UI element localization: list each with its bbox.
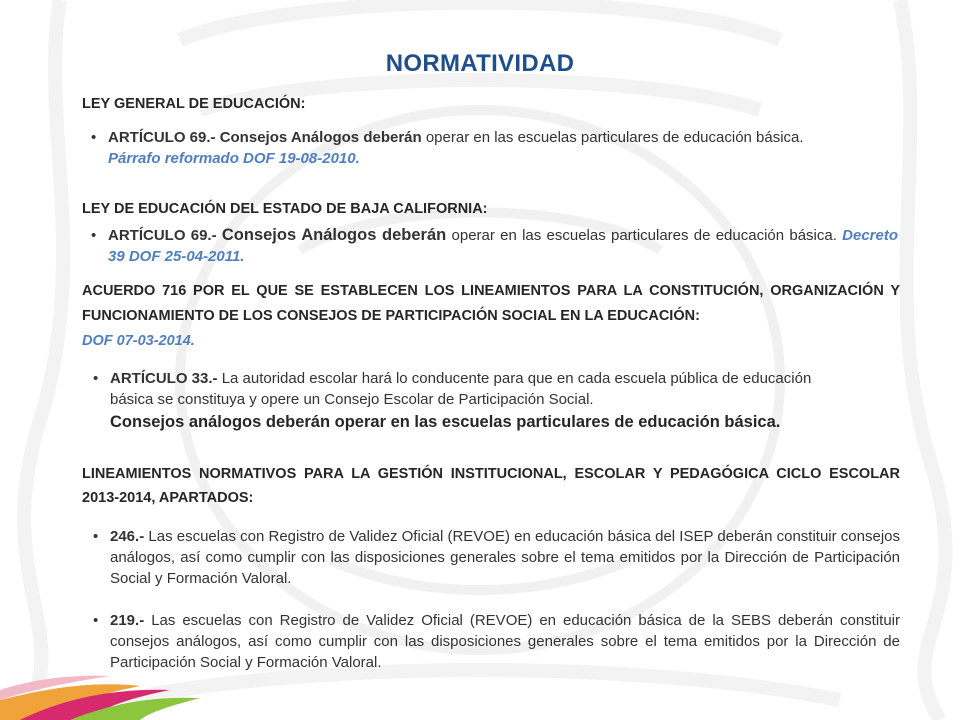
bullet-glyph: • bbox=[91, 129, 97, 146]
article-text: La autoridad escolar hará lo conducente para que en cada escuela pública de educación básica se constituya y opere un Consejo Escolar de Participación Social. bbox=[110, 370, 812, 408]
page-title: NORMATIVIDAD bbox=[385, 50, 575, 77]
article-note: Párrafo reformado DOF 19-08-2010. bbox=[108, 150, 360, 167]
article-bold-phrase: Consejos Análogos deberán bbox=[219, 129, 422, 146]
heading-ley-bc: LEY DE EDUCACIÓN DEL ESTADO DE BAJA CALIFORNIA: bbox=[82, 201, 488, 217]
article-lead: ARTÍCULO 33.- bbox=[110, 370, 218, 387]
apartado-text: Las escuelas con Registro de Validez Oficial (REVOE) en educación básica de la SEBS deberán constituir consejos análogos, así como cumplir con las disposiciones generales sobre el tema emitidos por la Dirección de Participación Social y Formación Valoral. bbox=[110, 612, 901, 671]
acuerdo-emphasis: Consejos análogos deberán operar en las escuelas particulares de educación básica. bbox=[110, 413, 781, 431]
bullet-glyph: • bbox=[91, 227, 97, 244]
bullet-glyph: • bbox=[93, 612, 99, 629]
article-lead: ARTÍCULO 69.- bbox=[108, 227, 217, 244]
bullet-lineamientos-246 bbox=[93, 526, 900, 589]
article-text: operar en las escuelas particulares de educación básica. bbox=[451, 227, 837, 244]
apartado-lead: 246.- bbox=[110, 528, 145, 545]
apartado-text: Las escuelas con Registro de Validez Oficial (REVOE) en educación básica del ISEP deberán constituir consejos análogos, así como cumplir con las disposiciones generales sobre el tema emitidos por la Dirección de Participación Social y Formación Valoral. bbox=[110, 528, 900, 587]
apartado-lead: 219.- bbox=[110, 612, 145, 629]
heading-ley-general: LEY GENERAL DE EDUCACIÓN: bbox=[82, 96, 306, 112]
article-note: Decreto 39 DOF 25-04-2011. bbox=[108, 227, 899, 265]
bullet-ley-general-art69 bbox=[91, 127, 900, 169]
bullet-glyph: • bbox=[93, 528, 99, 545]
acuerdo-heading-text: ACUERDO 716 POR EL QUE SE ESTABLECEN LOS LINEAMIENTOS PARA LA CONSTITUCIÓN, ORGANIZACIÓN Y FUNCIONAMIENTO DE LOS CONSEJOS DE PARTICIPACIÓN SOCIAL EN LA EDUCACIÓN: bbox=[82, 283, 900, 324]
heading-acuerdo-716 bbox=[82, 279, 900, 354]
bullet-ley-bc-art69 bbox=[91, 225, 899, 267]
article-lead: ARTÍCULO 69.- bbox=[108, 129, 216, 146]
acuerdo-dof: DOF 07-03-2014. bbox=[82, 333, 195, 349]
bullet-lineamientos-219 bbox=[93, 610, 901, 673]
bullet-acuerdo-art33 bbox=[93, 368, 830, 410]
heading-lineamientos: LINEAMIENTOS NORMATIVOS PARA LA GESTIÓN INSTITUCIONAL, ESCOLAR Y PEDAGÓGICA CICLO ESCOLAR 2013-2014, APARTADOS: bbox=[82, 466, 900, 506]
article-bold-phrase: Consejos Análogos deberán bbox=[221, 226, 447, 244]
article-text: operar en las escuelas particulares de educación básica. bbox=[425, 129, 804, 146]
bullet-glyph: • bbox=[93, 370, 99, 387]
